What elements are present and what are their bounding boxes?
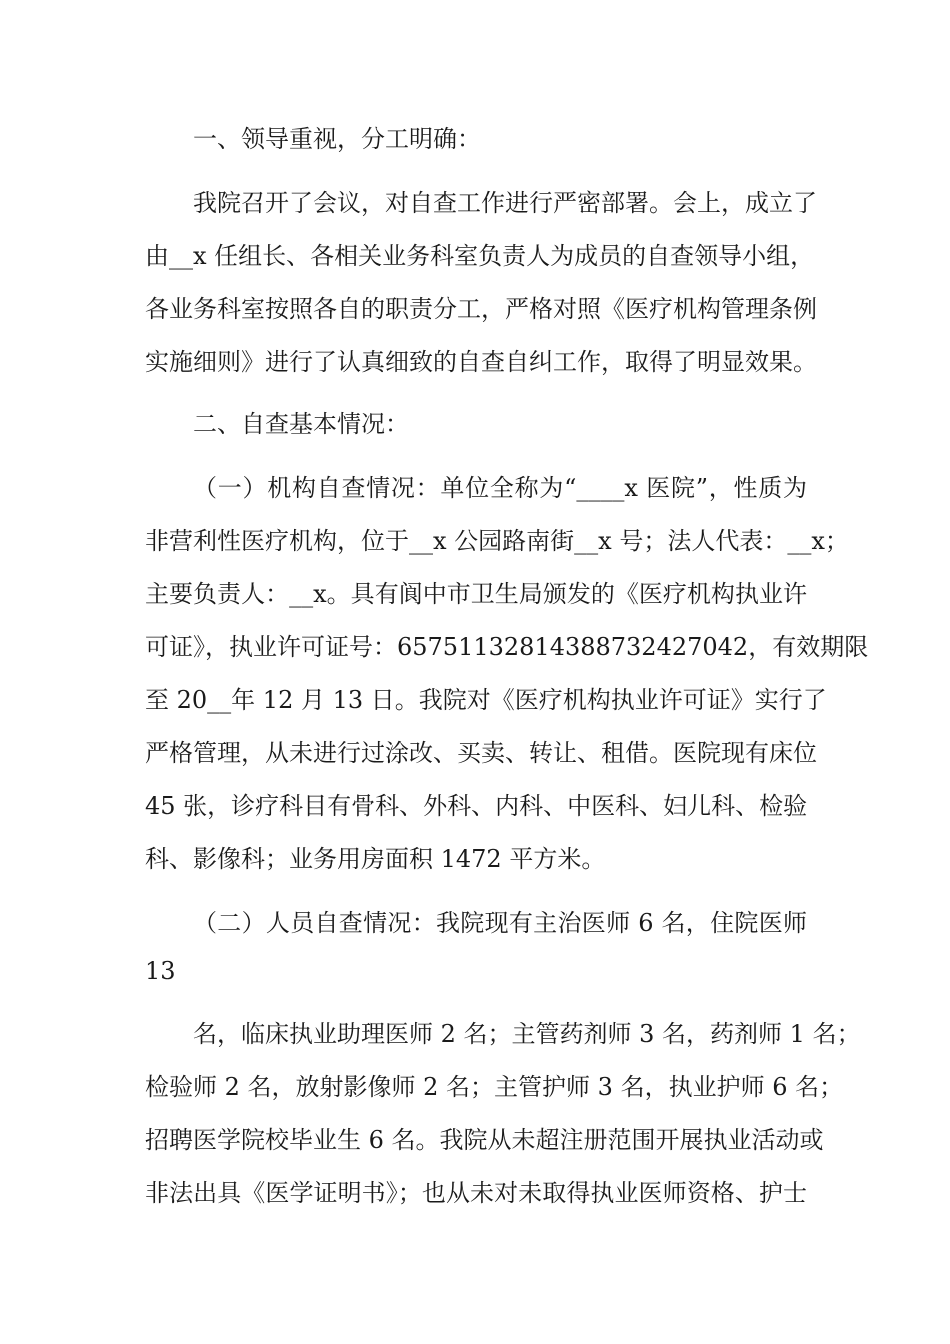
paragraph-line: 非营利性医疗机构，位于__x 公园路南街__x 号；法人代表：__x；	[145, 527, 849, 555]
paragraph-line: 名，临床执业助理医师 2 名；主管药剂师 3 名，药剂师 1 名；	[193, 1020, 861, 1048]
paragraph-line: 实施细则》进行了认真细致的自查自纠工作，取得了明显效果。	[145, 348, 817, 376]
paragraph-line: 科、影像科；业务用房面积 1472 平方米。	[145, 845, 606, 873]
paragraph-line: 主要负责人：__x。具有阆中市卫生局颁发的《医疗机构执业许	[145, 580, 807, 608]
paragraph-line: 13	[145, 957, 176, 985]
paragraph-line: 可证》，执业许可证号：65751132814388732427042，有效期限	[145, 633, 869, 661]
paragraph-line: 至 20__年 12 月 13 日。我院对《医疗机构执业许可证》实行了	[145, 686, 827, 714]
paragraph-line: 非法出具《医学证明书》；也从未对未取得执业医师资格、护士	[145, 1179, 807, 1207]
paragraph-line: 招聘医学院校毕业生 6 名。我院从未超注册范围开展执业活动或	[145, 1126, 824, 1154]
heading-leadership: 一、领导重视，分工明确：	[193, 125, 481, 153]
paragraph-line: （二）人员自查情况：我院现有主治医师 6 名，住院医师	[193, 909, 807, 937]
paragraph-line: 各业务科室按照各自的职责分工，严格对照《医疗机构管理条例	[145, 295, 817, 323]
paragraph-line: 45 张，诊疗科目有骨科、外科、内科、中医科、妇儿科、检验	[145, 792, 808, 820]
paragraph-line: 检验师 2 名，放射影像师 2 名；主管护师 3 名，执业护师 6 名；	[145, 1073, 844, 1101]
heading-self-check: 二、自查基本情况：	[193, 410, 409, 438]
paragraph-line: 我院召开了会议，对自查工作进行严密部署。会上，成立了	[193, 189, 817, 217]
paragraph-line: 由__x 任组长、各相关业务科室负责人为成员的自查领导小组，	[145, 242, 815, 270]
paragraph-line: 严格管理，从未进行过涂改、买卖、转让、租借。医院现有床位	[145, 739, 817, 767]
paragraph-line: （一）机构自查情况：单位全称为“____x 医院”，性质为	[193, 474, 807, 502]
